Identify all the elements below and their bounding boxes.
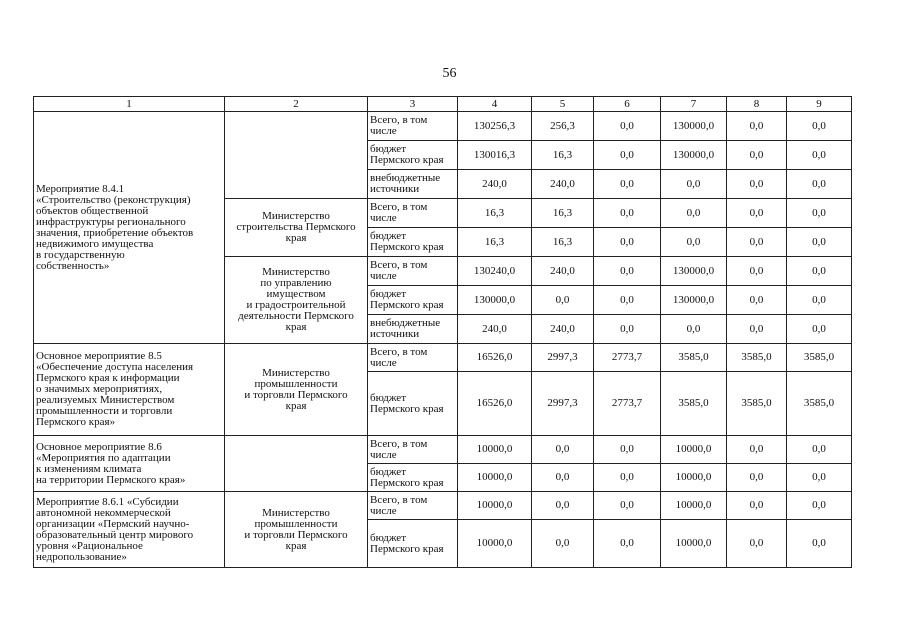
value-cell: 130016,3	[458, 141, 532, 170]
value-cell: 240,0	[532, 257, 594, 286]
event-text-line: промышленности и торговли	[36, 405, 173, 417]
value-cell: 0,0	[727, 228, 787, 257]
indicator-budget: бюджет Пермского края	[368, 464, 458, 492]
value-cell: 3585,0	[727, 344, 787, 372]
indicator-total: Всего, в том числе	[368, 112, 458, 141]
value-cell: 10000,0	[661, 436, 727, 464]
value-cell: 130240,0	[458, 257, 532, 286]
value-cell: 10000,0	[458, 464, 532, 492]
event-text-line: значения, приобретение объектов	[36, 226, 194, 239]
value-cell: 240,0	[458, 170, 532, 199]
value-cell: 3585,0	[787, 372, 852, 436]
value-cell: 130000,0	[661, 141, 727, 170]
value-cell: 0,0	[594, 257, 661, 286]
value-cell: 130256,3	[458, 112, 532, 141]
value-cell: 0,0	[661, 199, 727, 228]
value-cell: 0,0	[727, 464, 787, 492]
value-cell: 0,0	[594, 464, 661, 492]
event-text-line: о значимых мероприятиях,	[36, 383, 163, 395]
value-cell: 0,0	[727, 199, 787, 228]
column-number-row	[34, 97, 852, 112]
value-cell: 0,0	[727, 112, 787, 141]
value-cell: 0,0	[594, 170, 661, 199]
value-cell: 0,0	[787, 492, 852, 520]
value-cell: 3585,0	[787, 344, 852, 372]
value-cell: 10000,0	[661, 464, 727, 492]
event-text-line: Пермского края к информации	[36, 372, 180, 384]
executor-property: Министерство по управлению имуществом и градостроительной деятельности Пермского края	[225, 257, 368, 344]
table-row	[34, 344, 852, 372]
value-cell: 0,0	[594, 199, 661, 228]
event-text-line: образовательный центр мирового	[36, 528, 194, 541]
event-text-line: организации «Пермский научно-	[36, 517, 190, 530]
value-cell: 2773,7	[594, 344, 661, 372]
event-8-6-1-cell	[34, 492, 225, 568]
value-cell: 256,3	[532, 112, 594, 141]
value-cell: 0,0	[661, 315, 727, 344]
column-number: 2	[225, 97, 368, 112]
event-text-line: реализуемых Министерством	[36, 394, 175, 406]
value-cell: 240,0	[532, 315, 594, 344]
value-cell: 3585,0	[727, 372, 787, 436]
value-cell: 3585,0	[661, 344, 727, 372]
indicator-total: Всего, в том числе	[368, 492, 458, 520]
value-cell: 0,0	[787, 315, 852, 344]
column-number: 5	[532, 97, 594, 112]
value-cell: 2773,7	[594, 372, 661, 436]
value-cell: 0,0	[787, 436, 852, 464]
event-text-line: объектов общественной	[36, 204, 149, 217]
value-cell: 0,0	[727, 315, 787, 344]
value-cell: 0,0	[594, 112, 661, 141]
column-number: 4	[458, 97, 532, 112]
value-cell: 0,0	[532, 464, 594, 492]
value-cell: 240,0	[458, 315, 532, 344]
event-text-line: Основное мероприятие 8.6	[36, 440, 162, 453]
value-cell: 2997,3	[532, 372, 594, 436]
value-cell: 10000,0	[458, 492, 532, 520]
column-number: 7	[661, 97, 727, 112]
value-cell: 130000,0	[661, 112, 727, 141]
executor-industry: Министерство промышленности и торговли Пермского края	[225, 344, 368, 436]
event-text-line: недропользование»	[36, 550, 127, 563]
value-cell: 0,0	[532, 436, 594, 464]
indicator-budget: бюджет Пермского края	[368, 372, 458, 436]
indicator-extra: внебюджетные источники	[368, 170, 458, 199]
value-cell: 3585,0	[661, 372, 727, 436]
executor-empty-cell	[225, 436, 368, 492]
value-cell: 16,3	[458, 228, 532, 257]
event-text-line: на территории Пермского края»	[36, 473, 186, 486]
value-cell: 0,0	[661, 170, 727, 199]
value-cell: 0,0	[727, 492, 787, 520]
value-cell: 0,0	[727, 257, 787, 286]
value-cell: 0,0	[787, 199, 852, 228]
indicator-extra: внебюджетные источники	[368, 315, 458, 344]
event-text-line: автономной некоммерческой	[36, 506, 171, 519]
indicator-total: Всего, в том числе	[368, 257, 458, 286]
indicator-budget: бюджет Пермского края	[368, 286, 458, 315]
table-row	[34, 436, 852, 464]
value-cell: 0,0	[787, 141, 852, 170]
value-cell: 10000,0	[458, 520, 532, 568]
value-cell: 0,0	[661, 228, 727, 257]
value-cell: 10000,0	[661, 492, 727, 520]
event-text-line: к изменениям климата	[36, 462, 142, 475]
event-8-4-1-cell	[34, 112, 225, 344]
page-number: 56	[442, 66, 457, 81]
value-cell: 0,0	[594, 286, 661, 315]
value-cell: 16,3	[532, 228, 594, 257]
indicator-total: Всего, в том числе	[368, 199, 458, 228]
value-cell: 130000,0	[661, 286, 727, 315]
value-cell: 0,0	[787, 464, 852, 492]
event-text-line: инфраструктуры регионального	[36, 215, 186, 228]
value-cell: 0,0	[727, 286, 787, 315]
value-cell: 10000,0	[458, 436, 532, 464]
executor-construction: Министерство строительства Пермского края	[225, 199, 368, 257]
column-number: 9	[787, 97, 852, 112]
value-cell: 0,0	[594, 520, 661, 568]
indicator-budget: бюджет Пермского края	[368, 520, 458, 568]
event-text-line: в государственную	[36, 248, 125, 261]
value-cell: 16526,0	[458, 372, 532, 436]
column-number: 3	[368, 97, 458, 112]
value-cell: 0,0	[787, 286, 852, 315]
value-cell: 0,0	[787, 520, 852, 568]
indicator-total: Всего, в том числе	[368, 436, 458, 464]
value-cell: 16526,0	[458, 344, 532, 372]
value-cell: 240,0	[532, 170, 594, 199]
indicator-total: Всего, в том числе	[368, 344, 458, 372]
value-cell: 130000,0	[458, 286, 532, 315]
event-text-line: уровня «Рациональное	[36, 539, 143, 552]
table-row	[34, 492, 852, 520]
event-8-6-cell	[34, 436, 225, 492]
value-cell: 0,0	[727, 170, 787, 199]
value-cell: 130000,0	[661, 257, 727, 286]
value-cell: 2997,3	[532, 344, 594, 372]
event-text-line: «Строительство (реконструкция)	[36, 193, 191, 206]
value-cell: 0,0	[594, 228, 661, 257]
value-cell: 16,3	[532, 141, 594, 170]
indicator-budget: бюджет Пермского края	[368, 141, 458, 170]
event-text-line: Основное мероприятие 8.5	[36, 350, 162, 362]
event-8-5-cell	[34, 344, 225, 436]
value-cell: 0,0	[727, 436, 787, 464]
column-number: 6	[594, 97, 661, 112]
value-cell: 0,0	[727, 141, 787, 170]
column-number: 1	[34, 97, 225, 112]
event-text-line: Мероприятие 8.6.1 «Субсидии	[36, 495, 179, 508]
column-number: 8	[727, 97, 787, 112]
value-cell: 0,0	[594, 492, 661, 520]
table-row	[34, 112, 852, 141]
event-text-line: «Мероприятия по адаптации	[36, 451, 171, 464]
event-text-line: собственность»	[36, 259, 110, 272]
executor-empty-cell	[225, 112, 368, 199]
value-cell: 0,0	[787, 112, 852, 141]
value-cell: 0,0	[532, 286, 594, 315]
value-cell: 0,0	[787, 170, 852, 199]
event-text-line: Мероприятие 8.4.1	[36, 182, 125, 195]
program-table	[33, 96, 852, 568]
event-text-line: «Обеспечение доступа населения	[36, 361, 194, 373]
value-cell: 10000,0	[661, 520, 727, 568]
event-text-line: Пермского края»	[36, 416, 116, 428]
value-cell: 0,0	[787, 257, 852, 286]
executor-industry: Министерство промышленности и торговли Пермского края	[225, 492, 368, 568]
value-cell: 0,0	[594, 141, 661, 170]
value-cell: 0,0	[532, 492, 594, 520]
value-cell: 16,3	[532, 199, 594, 228]
value-cell: 0,0	[727, 520, 787, 568]
value-cell: 0,0	[532, 520, 594, 568]
value-cell: 16,3	[458, 199, 532, 228]
value-cell: 0,0	[787, 228, 852, 257]
indicator-budget: бюджет Пермского края	[368, 228, 458, 257]
event-text-line: недвижимого имущества	[36, 237, 154, 250]
value-cell: 0,0	[594, 436, 661, 464]
value-cell: 0,0	[594, 315, 661, 344]
